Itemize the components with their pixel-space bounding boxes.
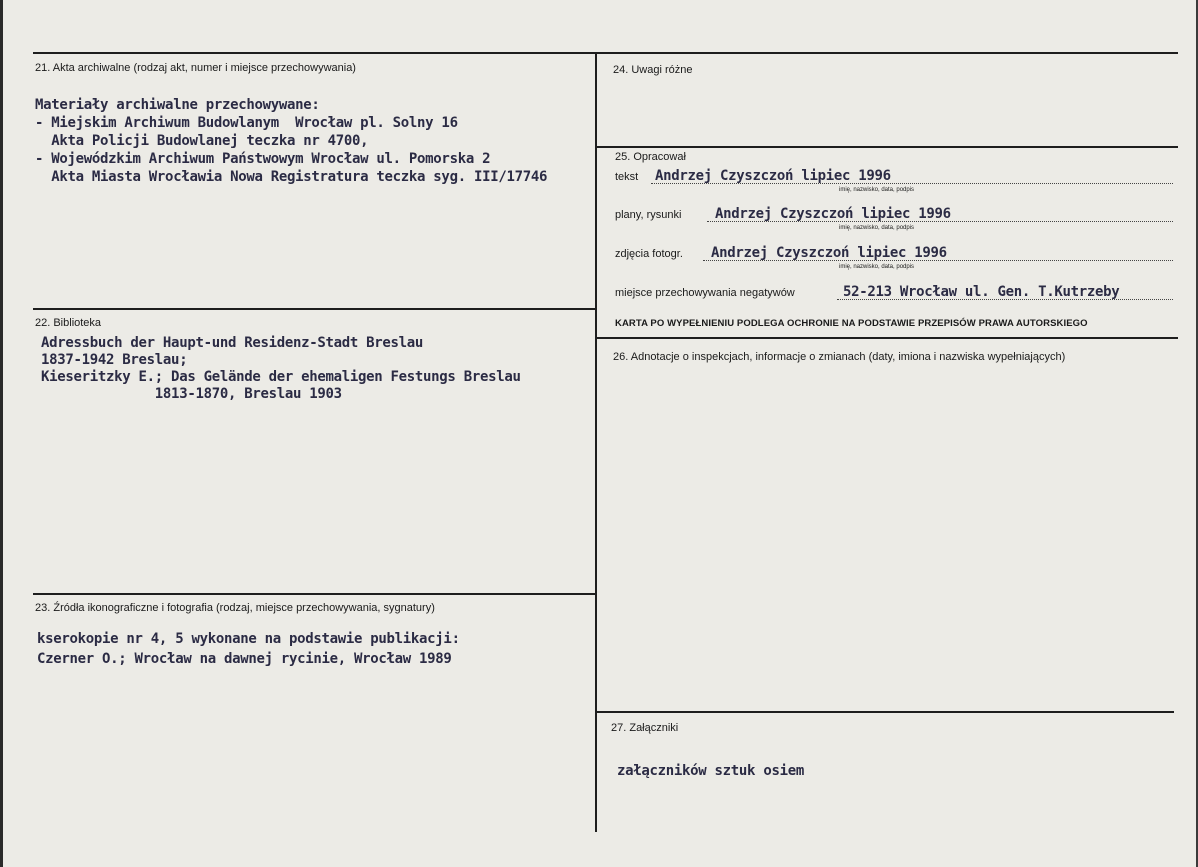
author-photos-hint: imię, nazwisko, data, podpis (839, 264, 915, 270)
section-21-line: - Wojewódzkim Archiwum Państwowym Wrocław ul. Pomorska 2 (35, 151, 491, 167)
attachments-value: załączników sztuk osiem (617, 763, 804, 779)
section-23-line: Czerner O.; Wrocław na dawnej rycinie, Wrocław 1989 (37, 651, 452, 667)
section-22-line: 1813-1870, Breslau 1903 (41, 386, 342, 402)
section-22-label: 22. Biblioteka (35, 317, 102, 329)
section-21-line: Akta Miasta Wrocławia Nowa Registratura teczka syg. III/17746 (35, 169, 548, 185)
author-photos-row (615, 243, 1173, 263)
author-text-row (615, 166, 1173, 186)
section-22-line: Kieseritzky E.; Das Gelände der ehemaligen Festungs Breslau (41, 369, 521, 385)
author-plans-label: plany, rysunki (615, 209, 682, 221)
section-25-label: 25. Opracował (615, 151, 686, 163)
section-26-label: 26. Adnotacje o inspekcjach, informacje o zmianach (daty, imiona i nazwiska wypełniających) (613, 351, 1066, 363)
section-21-line: Akta Policji Budowlanej teczka nr 4700, (35, 133, 369, 149)
author-text-value: Andrzej Czyszczoń lipiec 1996 (655, 168, 891, 184)
negatives-location-label: miejsce przechowywania negatywów (615, 287, 795, 299)
author-plans-hint: imię, nazwisko, data, podpis (839, 225, 915, 231)
top-rule (33, 52, 1178, 54)
author-photos-value: Andrzej Czyszczoń lipiec 1996 (711, 245, 947, 261)
center-divider (595, 52, 597, 832)
rule-24-25 (596, 146, 1178, 148)
section-22-line: Adressbuch der Haupt-und Residenz-Stadt Breslau (41, 335, 424, 351)
negatives-location-row (615, 282, 1173, 302)
negatives-location-value: 52-213 Wrocław ul. Gen. T.Kutrzeby (843, 284, 1120, 300)
section-22-line: 1837-1942 Breslau; (41, 352, 188, 368)
author-plans-value: Andrzej Czyszczoń lipiec 1996 (715, 206, 951, 222)
rule-21-22 (33, 308, 596, 310)
author-plans-row (615, 204, 1173, 224)
author-text-hint: imię, nazwisko, data, podpis (839, 187, 915, 193)
rule-22-23 (33, 593, 596, 595)
section-21-label: 21. Akta archiwalne (rodzaj akt, numer i miejsce przechowywania) (35, 62, 356, 74)
author-photos-label: zdjęcia fotogr. (615, 248, 683, 260)
rule-25-26 (596, 337, 1178, 339)
section-24-label: 24. Uwagi różne (613, 64, 693, 76)
section-23-line: kserokopie nr 4, 5 wykonane na podstawie publikacji: (37, 631, 460, 647)
section-21-line: - Miejskim Archiwum Budowlanym Wrocław pl. Solny 16 (35, 115, 458, 131)
rule-26-27 (596, 711, 1174, 713)
section-21-line: Materiały archiwalne przechowywane: (35, 97, 320, 113)
section-23-label: 23. Źródła ikonograficzne i fotografia (rodzaj, miejsce przechowywania, sygnatury) (35, 602, 435, 614)
author-text-label: tekst (615, 171, 639, 183)
section-27-label: 27. Załączniki (611, 722, 679, 734)
copyright-note: KARTA PO WYPEŁNIENIU PODLEGA OCHRONIE NA PODSTAWIE PRZEPISÓW PRAWA AUTORSKIEGO (615, 318, 1088, 329)
